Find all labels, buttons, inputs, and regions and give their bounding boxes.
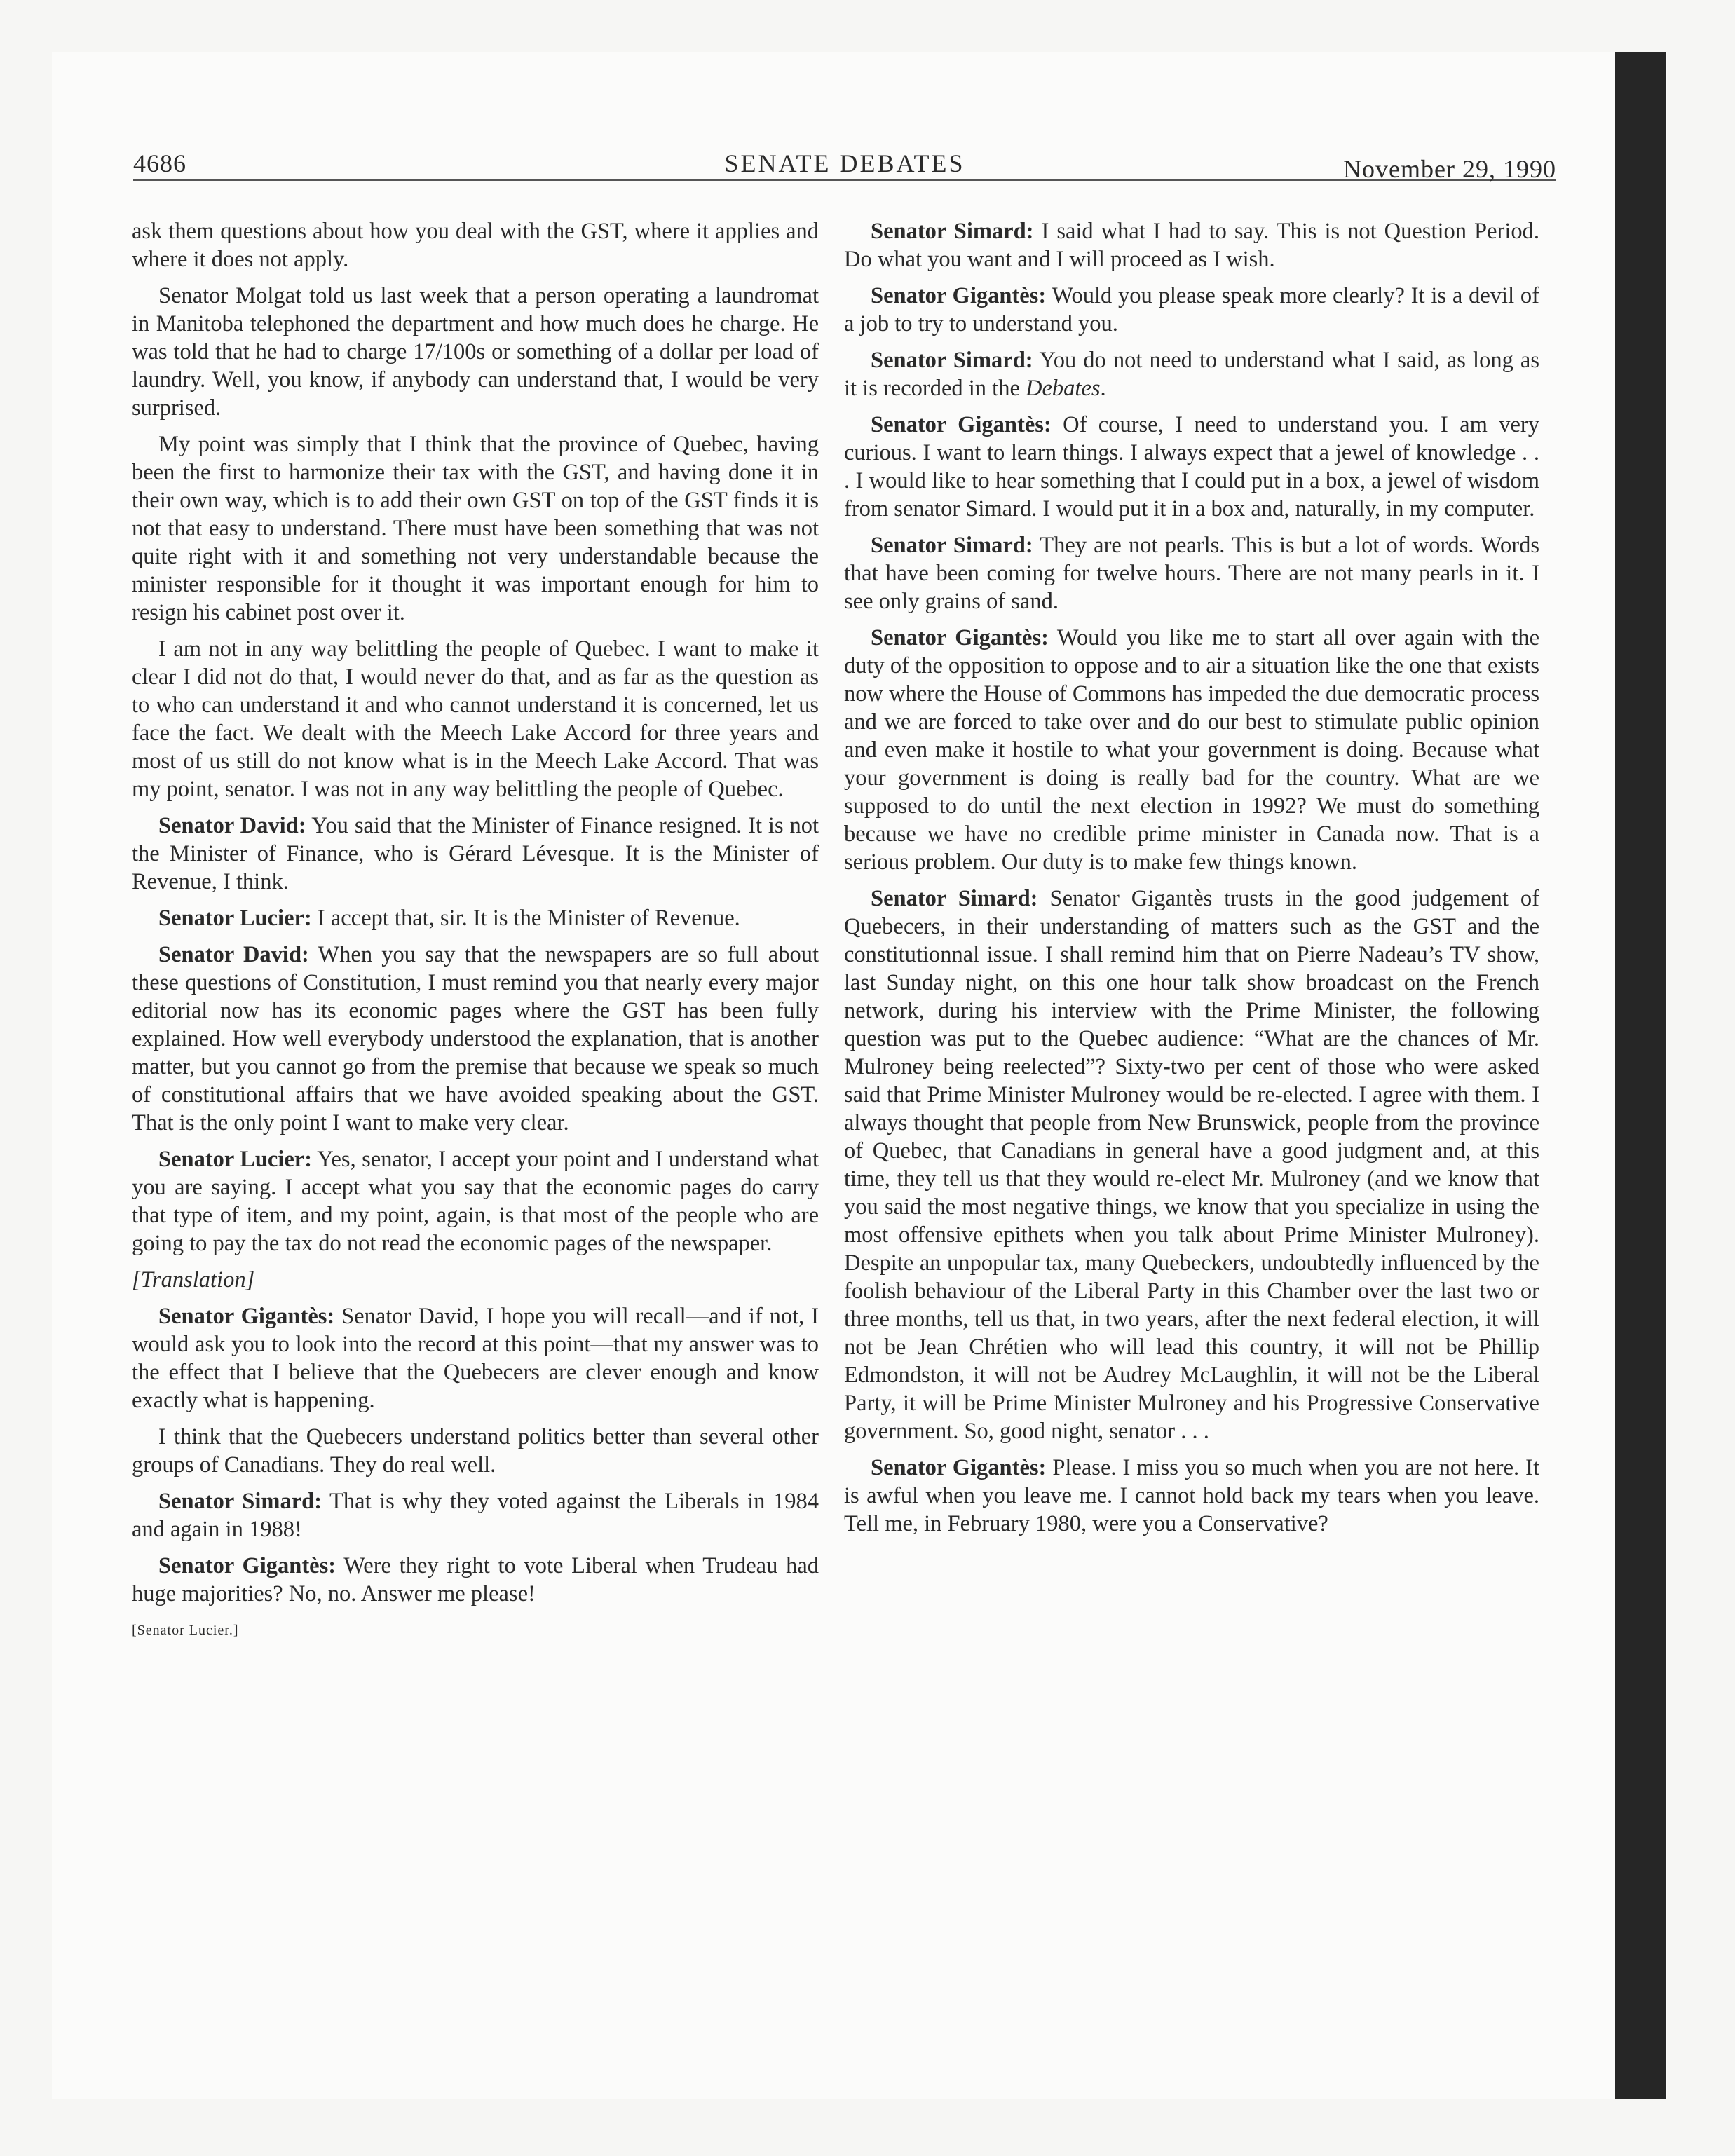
speaker-name: Senator Gigantès: [158, 1304, 335, 1329]
paragraph: My point was simply that I think that the province of Quebec, having been the first to harmonize their tax with the GST, and having done it in their own way, which is to add their own GST on top of the GST finds it is not that easy to understand. There must have been something that was not quite right with it and something not very understandable because the minister responsible for it thought it was important enough for him to resign his cabinet post over it. [132, 432, 819, 625]
speech-paragraph [132, 1302, 819, 1414]
speech-text: That is why they voted against the Liberals in 1984 and again in 1988! [132, 1489, 819, 1542]
speech-paragraph [132, 812, 819, 896]
speaker-name: Senator Simard: [871, 886, 1038, 911]
speech-text: Please. I miss you so much when you are not here. It is awful when you leave me. I cannot hold back my tears when you leave. Tell me, in February 1980, were you a Conservative? [844, 1455, 1539, 1536]
speech-paragraph [132, 941, 819, 1137]
speaker-name: Senator Simard: [871, 348, 1033, 373]
speaker-name: Senator Gigantès: [871, 412, 1052, 437]
speech-paragraph [844, 531, 1539, 615]
page-number: 4686 [133, 149, 186, 177]
speech-text: I said what I had to say. This is not Question Period. Do what you want and I will proceed as I wish. [844, 219, 1539, 272]
speech-text: You said that the Minister of Finance resigned. It is not the Minister of Finance, who is Gérard Lévesque. It is the Minister of Revenue, I think. [132, 813, 819, 894]
speech-text: Would you please speak more clearly? It is a devil of a job to try to understand you. [844, 283, 1539, 336]
paragraph: I am not in any way belittling the people of Quebec. I want to make it clear I did not do that, I would never do that, and as far as the question as to who can understand it and who cannot understand it is concerned, let us face the fact. We dealt with the Meech Lake Accord for three years and most of us still do not know what is in the Meech Lake Accord. That was my point, senator. I was not in any way belittling the people of Quebec. [132, 636, 819, 802]
publication-title: SENATE DEBATES [724, 149, 965, 177]
speaker-name: Senator Gigantès: [871, 283, 1047, 308]
speech-paragraph [844, 411, 1539, 523]
speech-text-end: . [1100, 376, 1106, 401]
debates-italic: Debates [1026, 376, 1101, 401]
paragraph: Senator Molgat told us last week that a person operating a laundromat in Manitoba telephoned the department and how much does he charge. He was told that he had to charge 17/100s or something of a dollar per load of laundry. Well, you know, if anybody can understand that, I would be very surprised. [132, 283, 819, 421]
paragraph: I think that the Quebecers understand politics better than several other groups of Canadians. They do real well. [132, 1424, 819, 1478]
speech-text: Senator Gigantès trusts in the good judgement of Quebecers, in their understanding of matters such as the GST and the constitutionnal issue. I shall remind him that on Pierre Nadeau’s TV show, last Sunday night, on this one hour talk show broadcast on the French network, during his interview with the Prime Minister, the following question was put to the Quebec audience: “What are the chances of Mr. Mulroney being reelected”? Sixty-two per cent of those who were asked said that Prime Minister Mulroney would be re-elected. I agree with them. I always thought that people from New Brunswick, people from the province of Quebec, that Canadians in general have a good judgment and, at this time, they tell us that they would re-elect Mr. Mulroney (and we know that you said the most negative things, we know that you specialize in using the most offensive epithets when you talk about Prime Minister Mulroney). Despite an unpopular tax, many Quebeckers, undoubtedly influenced by the foolish behaviour of the Liberal Party in this Chamber over the last two or three months, tell us that, in two years, after the next federal election, it will not be Jean Chrétien who will lead this country, it will not be Phillip Edmondston, it will not be Audrey McLaughlin, it will not be the Liberal Party, it will be Prime Minister Mulroney and his Progressive Conservative government. So, good night, senator . . . [844, 886, 1539, 1444]
speech-text: You do not need to understand what I said, as long as it is recorded in the [844, 348, 1539, 401]
scan-binding-edge [1615, 52, 1666, 2099]
speaker-name: Senator Lucier: [158, 1147, 313, 1172]
speaker-name: Senator Simard: [871, 219, 1034, 244]
speaker-name: Senator Simard: [871, 533, 1033, 558]
speech-text: Would you like me to start all over again with the duty of the opposition to oppose and to air a situation like the one that exists now where the House of Commons has impeded the due democratic process and we are forced to take over and do our best to stimulate public opinion and even make it hostile to what your government is doing. Because what your government is doing is really bad for the country. What are we supposed to do until the next election in 1992? We must do something because we have no credible prime minister in Canada now. That is a serious problem. Our duty is to make few things known. [844, 625, 1539, 875]
speech-paragraph [132, 1487, 819, 1543]
speech-paragraph [844, 346, 1539, 402]
speech-text: They are not pearls. This is but a lot of words. Words that have been coming for twelve hours. There are not many pearls in it. I see only grains of sand. [844, 533, 1539, 614]
translation-label: [Translation] [132, 1267, 255, 1292]
speech-paragraph [844, 282, 1539, 338]
speech-text: Senator David, I hope you will recall—and if not, I would ask you to look into the record at this point—that my answer was to the effect that I believe that the Quebecers are clever enough and know exactly what is happening. [132, 1304, 819, 1413]
speech-paragraph [844, 885, 1539, 1445]
paragraph: ask them questions about how you deal with the GST, where it applies and where it does not apply. [132, 219, 819, 272]
speech-paragraph [132, 904, 819, 932]
speaker-name: Senator Gigantès: [871, 625, 1049, 650]
speaker-name: Senator Simard: [158, 1489, 322, 1514]
speaker-name: Senator Gigantès: [871, 1455, 1047, 1480]
right-column [844, 217, 1539, 1546]
speech-paragraph [132, 1145, 819, 1257]
speech-text: Were they right to vote Liberal when Trudeau had huge majorities? No, no. Answer me please! [132, 1553, 819, 1606]
footer-note: [Senator Lucier.] [132, 1623, 239, 1638]
speech-text: When you say that the newspapers are so full about these questions of Constitution, I must remind you that nearly every major editorial now has its economic pages where the GST has been fully explained. How well everybody understood the explanation, that is another matter, but you cannot go from the premise that because we speak so much of constitutional affairs that we have avoided speaking about the GST. That is the only point I want to make very clear. [132, 942, 819, 1135]
speaker-name: Senator David: [158, 813, 306, 838]
speech-text: Yes, senator, I accept your point and I understand what you are saying. I accept what you say that the economic pages do carry that type of item, and my point, again, is that most of the people who are going to pay the tax do not read the economic pages of the newspaper. [132, 1147, 819, 1256]
running-header [133, 140, 1556, 181]
speech-text: I accept that, sir. It is the Minister of Revenue. [311, 906, 740, 931]
speech-paragraph [844, 1454, 1539, 1538]
left-column [132, 217, 819, 1653]
speech-text: Of course, I need to understand you. I am very curious. I want to learn things. I always expect that a jewel of knowledge . . . I would like to hear something that I could put in a box, a jewel of wisdom from senator Simard. I would put it in a box and, naturally, in my computer. [844, 412, 1539, 521]
speaker-name: Senator Lucier: [158, 906, 312, 931]
speech-paragraph [844, 217, 1539, 273]
speaker-name: Senator David: [158, 942, 309, 967]
speech-paragraph [844, 624, 1539, 876]
speech-paragraph [132, 1552, 819, 1608]
header-date: November 29, 1990 [1343, 155, 1556, 183]
speaker-name: Senator Gigantès: [158, 1553, 336, 1578]
